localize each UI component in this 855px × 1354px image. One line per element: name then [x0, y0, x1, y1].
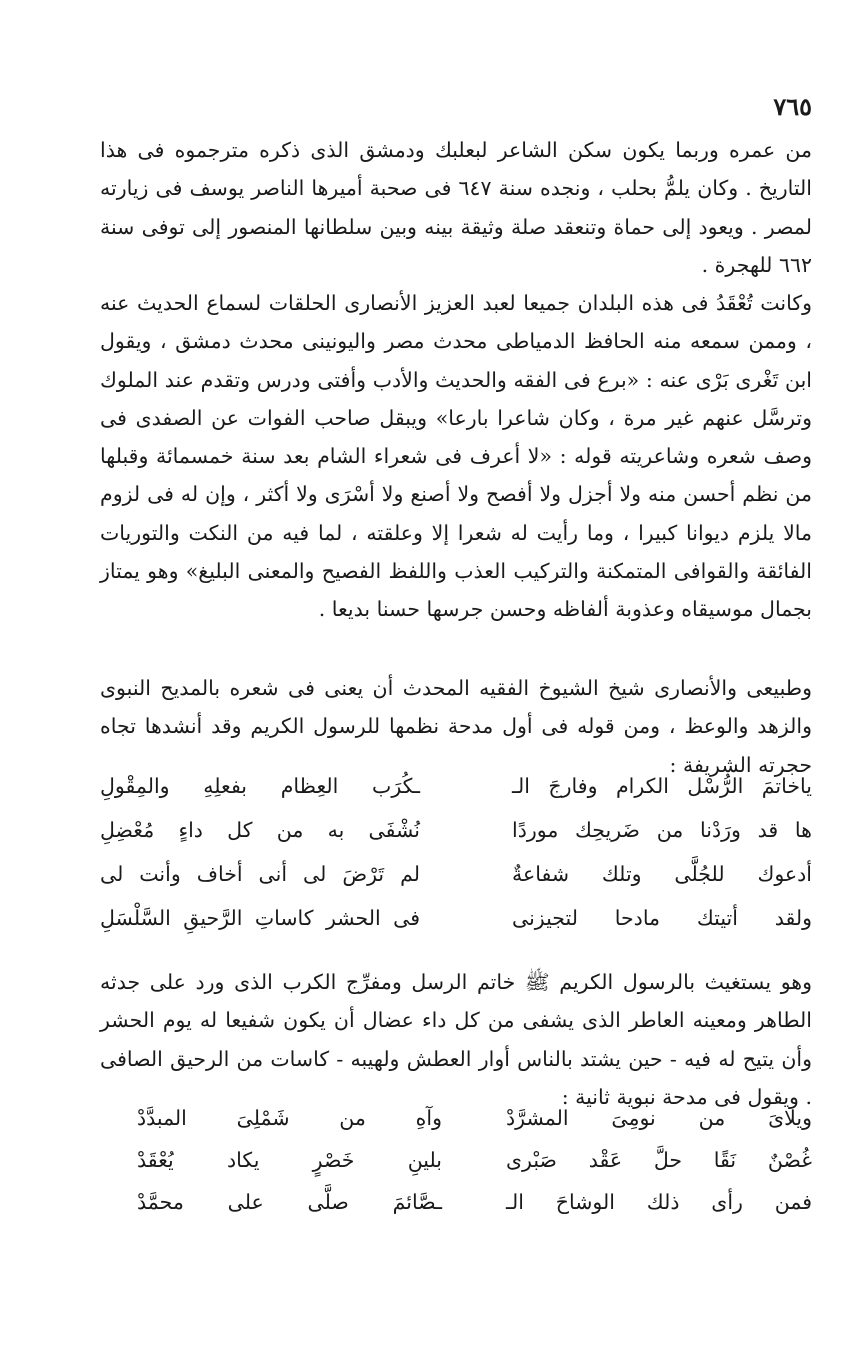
paragraph-2: وكانت تُعْقَدُ فى هذه البلدان جميعا لعبد العزيز الأنصارى الحلقات لسماع الحديث عنه ، وممن سمعه منه الحافظ الدمياطى محدث مصر واليونينى محدث دمشق ، ويقول ابن تَغْرى بَرْى عنه : «برع فى الفقه والحديث والأدب وأفتى ودرس وتقدم عند الملوك وترسَّل عنهم غير مرة ، وكان شاعرا بارعا» ويبقل صاحب الفوات عن الصفدى فى وصف شعره وشاعريته قوله : «لا أعرف فى شعراء الشام بعد سنة خمسمائة وقبلها من نظم أحسن منه ولا أجزل ولا أفصح ولا أصنع ولا أسْرَى ولا أكثر ، وإن له فى لزوم مالا يلزم ديوانا كبيرا ، وما رأيت له شعرا إلا وعلقته ، لما فيه من النكت والتوريات الفائقة والقوافى المتمكنة والتركيب العذب واللفظ الفصيح والمعنى البليغ» وهو يمتاز بجمال موسيقاه وعذوبة ألفاظه وحسن جرسها حسنا بديعا .	[100, 291, 812, 622]
paragraph-4: وهو يستغيث بالرسول الكريم ﷺ خاتم الرسل ومفرِّج الكرب الذى ورد على جدثه الطاهر ومعينه العاطر الذى يشفى من كل داء عضال أن يكون شفيعا له يوم الحشر وأن يتيح له فيه - حين يشتد بالناس أوار العطش ولهيبه - كاسات من الرحيق الصافى . ويقول فى مدحة نبوية ثانية :	[100, 970, 812, 1109]
verse-second-hemistich: ـصَّائمَ صلَّى على محمَّدْ	[137, 1190, 442, 1214]
verse-first-hemistich: ها قد ورَدْنا من ضَريحِك موردًا	[512, 818, 812, 842]
poem-verse	[100, 1148, 812, 1190]
verse-second-hemistich: لم تَرْضَ لى أنى أخاف وأنت لى	[100, 862, 420, 886]
book-page	[100, 0, 812, 1354]
verse-first-hemistich: ويلاىَ من نومِىَ المشرَّدْ	[506, 1106, 812, 1130]
verse-first-hemistich: أدعوك للجُلَّى وتلك شفاعةٌ	[512, 862, 812, 886]
verse-second-hemistich: ـكُرَب العِظام بفعلِهِ والمِقْولِ	[100, 774, 420, 798]
verse-first-hemistich: غُصْنٌ نَقًا حلَّ عَقْد صَبْرى	[506, 1148, 812, 1172]
poem-verse	[100, 1190, 812, 1232]
poem-2	[100, 1106, 812, 1232]
verse-second-hemistich: وآهِ من شَمْلِىَ المبدَّدْ	[137, 1106, 442, 1130]
poem-verse	[100, 818, 812, 862]
verse-first-hemistich: ياخاتمَ الرُّسْل الكرام وفارجَ الـ	[512, 774, 812, 798]
poem-verse	[100, 906, 812, 950]
page-number: ٧٦٥	[773, 92, 812, 121]
verse-second-hemistich: بلينِ خَصْرٍ يكاد يُعْقَدْ	[137, 1148, 442, 1172]
verse-first-hemistich: فمن رأى ذلك الوشاحَ الـ	[506, 1190, 812, 1214]
poem-verse	[100, 774, 812, 818]
paragraph-1: من عمره وربما يكون سكن الشاعر لبعلبك ودمشق الذى ذكره مترجموه فى هذا التاريخ . وكان يلمُّ بحلب ، ونجده سنة ٦٤٧ فى صحبة أميرها الناصر يوسف فى زيارته لمصر . ويعود إلى حماة وتنعقد صلة وثيقة بينه وبين سلطانها المنصور إلى توفى سنة ٦٦٢ للهجرة .	[100, 138, 812, 277]
poem-verse	[100, 862, 812, 906]
verse-second-hemistich: نُشْفَى به من كل داءٍ مُعْضِلِ	[100, 818, 420, 842]
paragraph-3: وطبيعى والأنصارى شيخ الشيوخ الفقيه المحدث أن يعنى فى شعره بالمديح النبوى والزهد والوعظ ، ومن قوله فى أول مدحة نظمها للرسول الكريم وقد أنشدها تجاه حجرته الشريفة :	[100, 676, 812, 777]
verse-first-hemistich: ولقد أتيتك مادحا لتجيزنى	[512, 906, 812, 930]
poem-1	[100, 774, 812, 950]
poem-verse	[100, 1106, 812, 1148]
verse-second-hemistich: فى الحشر كاساتِ الرَّحيقِ السَّلْسَلِ	[100, 906, 420, 930]
